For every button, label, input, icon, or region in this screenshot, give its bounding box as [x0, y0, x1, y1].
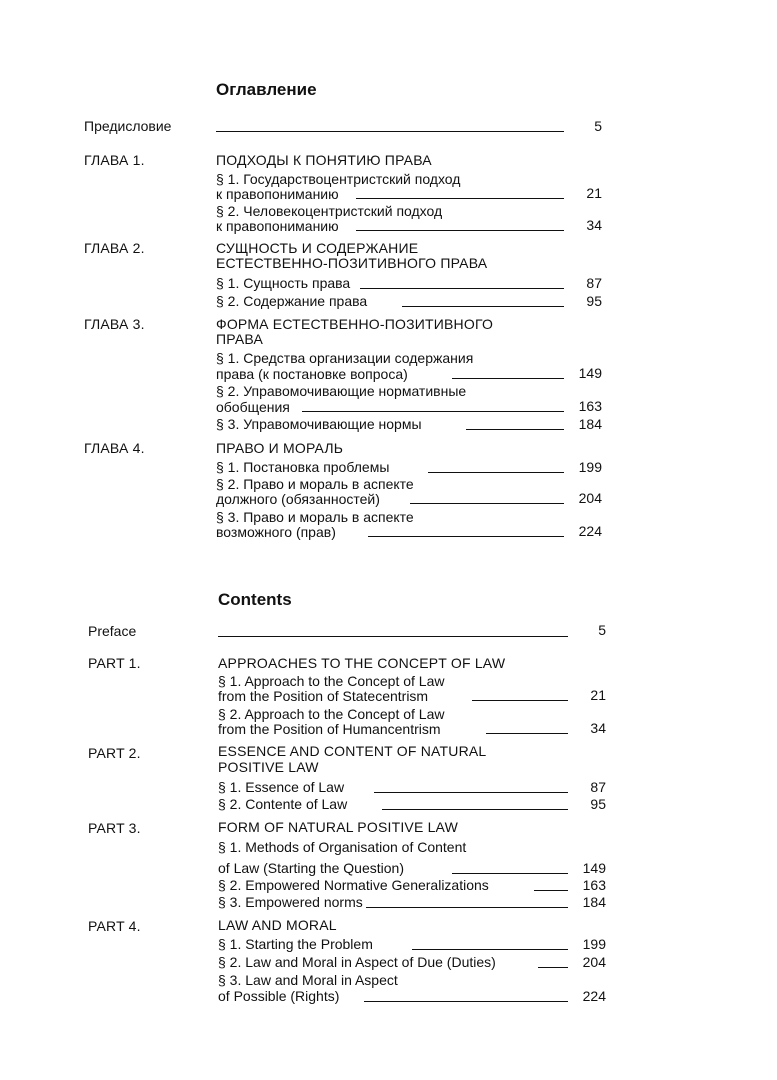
page-number: 5 [598, 622, 606, 638]
leader-line [452, 873, 568, 874]
page-number: 224 [582, 988, 606, 1004]
section-title-cont: к правопониманию [216, 186, 339, 202]
page-number: 87 [590, 779, 606, 795]
section-title-cont: возможного (прав) [216, 524, 336, 540]
page-number: 5 [594, 118, 602, 134]
page-number: 95 [586, 293, 602, 309]
chapter-title: ПОДХОДЫ К ПОНЯТИЮ ПРАВА [216, 152, 432, 168]
page-number: 204 [578, 490, 602, 506]
section-title-cont: обобщения [216, 399, 290, 415]
section-title: § 2. Contente of Law [218, 796, 348, 812]
section-title: § 3. Управомочивающие нормы [216, 416, 422, 432]
chapter-title: FORM OF NATURAL POSITIVE LAW [218, 819, 458, 835]
page-number: 163 [578, 398, 602, 414]
leader-line [472, 700, 568, 701]
chapter-title: ПРАВО И МОРАЛЬ [216, 440, 344, 456]
section-title: § 2. Empowered Normative Generalizations [218, 877, 489, 893]
section-title: § 1. Государствоцентристский подход [216, 171, 461, 187]
leader-line [364, 1001, 568, 1002]
page-number: 224 [578, 523, 602, 539]
leader-line [486, 733, 568, 734]
section-title: § 2. Управомочивающие нормативные [216, 383, 467, 399]
leader-line [412, 949, 568, 950]
leader-line [356, 198, 564, 199]
section-title: § 3. Law and Moral in Aspect [218, 972, 398, 988]
page-number: 34 [586, 217, 602, 233]
section-title: § 1. Средства организации содержания [216, 350, 474, 366]
section-title: § 1. Сущность права [216, 275, 351, 291]
section-title: § 2. Law and Moral in Aspect of Due (Duties) [218, 954, 496, 970]
section-title: § 1. Starting the Problem [218, 936, 373, 952]
section-title: § 2. Approach to the Concept of Law [218, 706, 445, 722]
chapter-title: LAW AND MORAL [218, 917, 337, 933]
leader-line [410, 503, 564, 504]
leader-line [368, 536, 564, 537]
leader-line [402, 306, 564, 307]
leader-line [302, 411, 564, 412]
page-number: 149 [578, 365, 602, 381]
page-number: 204 [582, 954, 606, 970]
leader-line [534, 890, 568, 891]
chapter-title: ESSENCE AND CONTENT OF NATURAL [218, 743, 487, 759]
page-number: 87 [586, 275, 602, 291]
section-title: § 1. Approach to the Concept of Law [218, 673, 445, 689]
chapter-label: PART 3. [88, 820, 141, 836]
chapter-title: APPROACHES TO THE CONCEPT OF LAW [218, 655, 506, 671]
leader-line [216, 131, 564, 132]
leader-line [366, 907, 568, 908]
chapter-title-cont: ЕСТЕСТВЕННО-ПОЗИТИВНОГО ПРАВА [216, 255, 488, 271]
section-title: § 2. Человекоцентристский подход [216, 203, 443, 219]
chapter-title: СУЩНОСТЬ И СОДЕРЖАНИЕ [216, 240, 419, 256]
page-number: 21 [590, 687, 606, 703]
section-title: § 3. Право и мораль в аспекте [216, 509, 414, 525]
chapter-title-cont: POSITIVE LAW [218, 759, 319, 775]
chapter-label: ГЛАВА 3. [84, 316, 145, 332]
page-number: 21 [586, 185, 602, 201]
page-number: 149 [582, 860, 606, 876]
toc-heading: Contents [218, 590, 292, 609]
section-title-cont: к правопониманию [216, 218, 339, 234]
section-title: § 1. Постановка проблемы [216, 459, 390, 475]
chapter-label: ГЛАВА 2. [84, 240, 145, 256]
page-number: 163 [582, 877, 606, 893]
page-number: 199 [582, 936, 606, 952]
toc-heading: Оглавление [216, 80, 317, 99]
section-title-cont: from the Position of Humancentrism [218, 721, 441, 737]
leader-line [360, 288, 564, 289]
leader-line [356, 230, 564, 231]
leader-line [382, 809, 568, 810]
leader-line [466, 429, 564, 430]
section-title: § 2. Содержание права [216, 293, 368, 309]
leader-line [428, 472, 564, 473]
page-number: 34 [590, 720, 606, 736]
preface-label: Preface [88, 623, 137, 639]
page-number: 184 [582, 894, 606, 910]
chapter-label: ГЛАВА 1. [84, 152, 145, 168]
section-title-cont: должного (обязанностей) [216, 491, 380, 507]
section-title-cont: from the Position of Statecentrism [218, 688, 429, 704]
leader-line [218, 636, 568, 637]
leader-line [374, 792, 568, 793]
section-title: § 1. Methods of Organisation of Content [218, 839, 467, 855]
chapter-label: ГЛАВА 4. [84, 440, 145, 456]
section-title-cont: of Possible (Rights) [218, 988, 340, 1004]
section-title-cont: of Law (Starting the Question) [218, 860, 404, 876]
section-title: § 1. Essence of Law [218, 779, 345, 795]
leader-line [452, 378, 564, 379]
chapter-title: ФОРМА ЕСТЕСТВЕННО-ПОЗИТИВНОГО [216, 316, 494, 332]
page-number: 199 [578, 459, 602, 475]
section-title: § 2. Право и мораль в аспекте [216, 476, 414, 492]
preface-label: Предисловие [84, 118, 172, 134]
chapter-label: PART 2. [88, 745, 141, 761]
page-number: 95 [590, 796, 606, 812]
chapter-label: PART 4. [88, 918, 141, 934]
chapter-label: PART 1. [88, 655, 141, 671]
page-number: 184 [578, 416, 602, 432]
section-title-cont: права (к постановке вопроса) [216, 366, 408, 382]
leader-line [538, 967, 568, 968]
section-title: § 3. Empowered norms [218, 894, 363, 910]
chapter-title-cont: ПРАВА [216, 331, 264, 347]
